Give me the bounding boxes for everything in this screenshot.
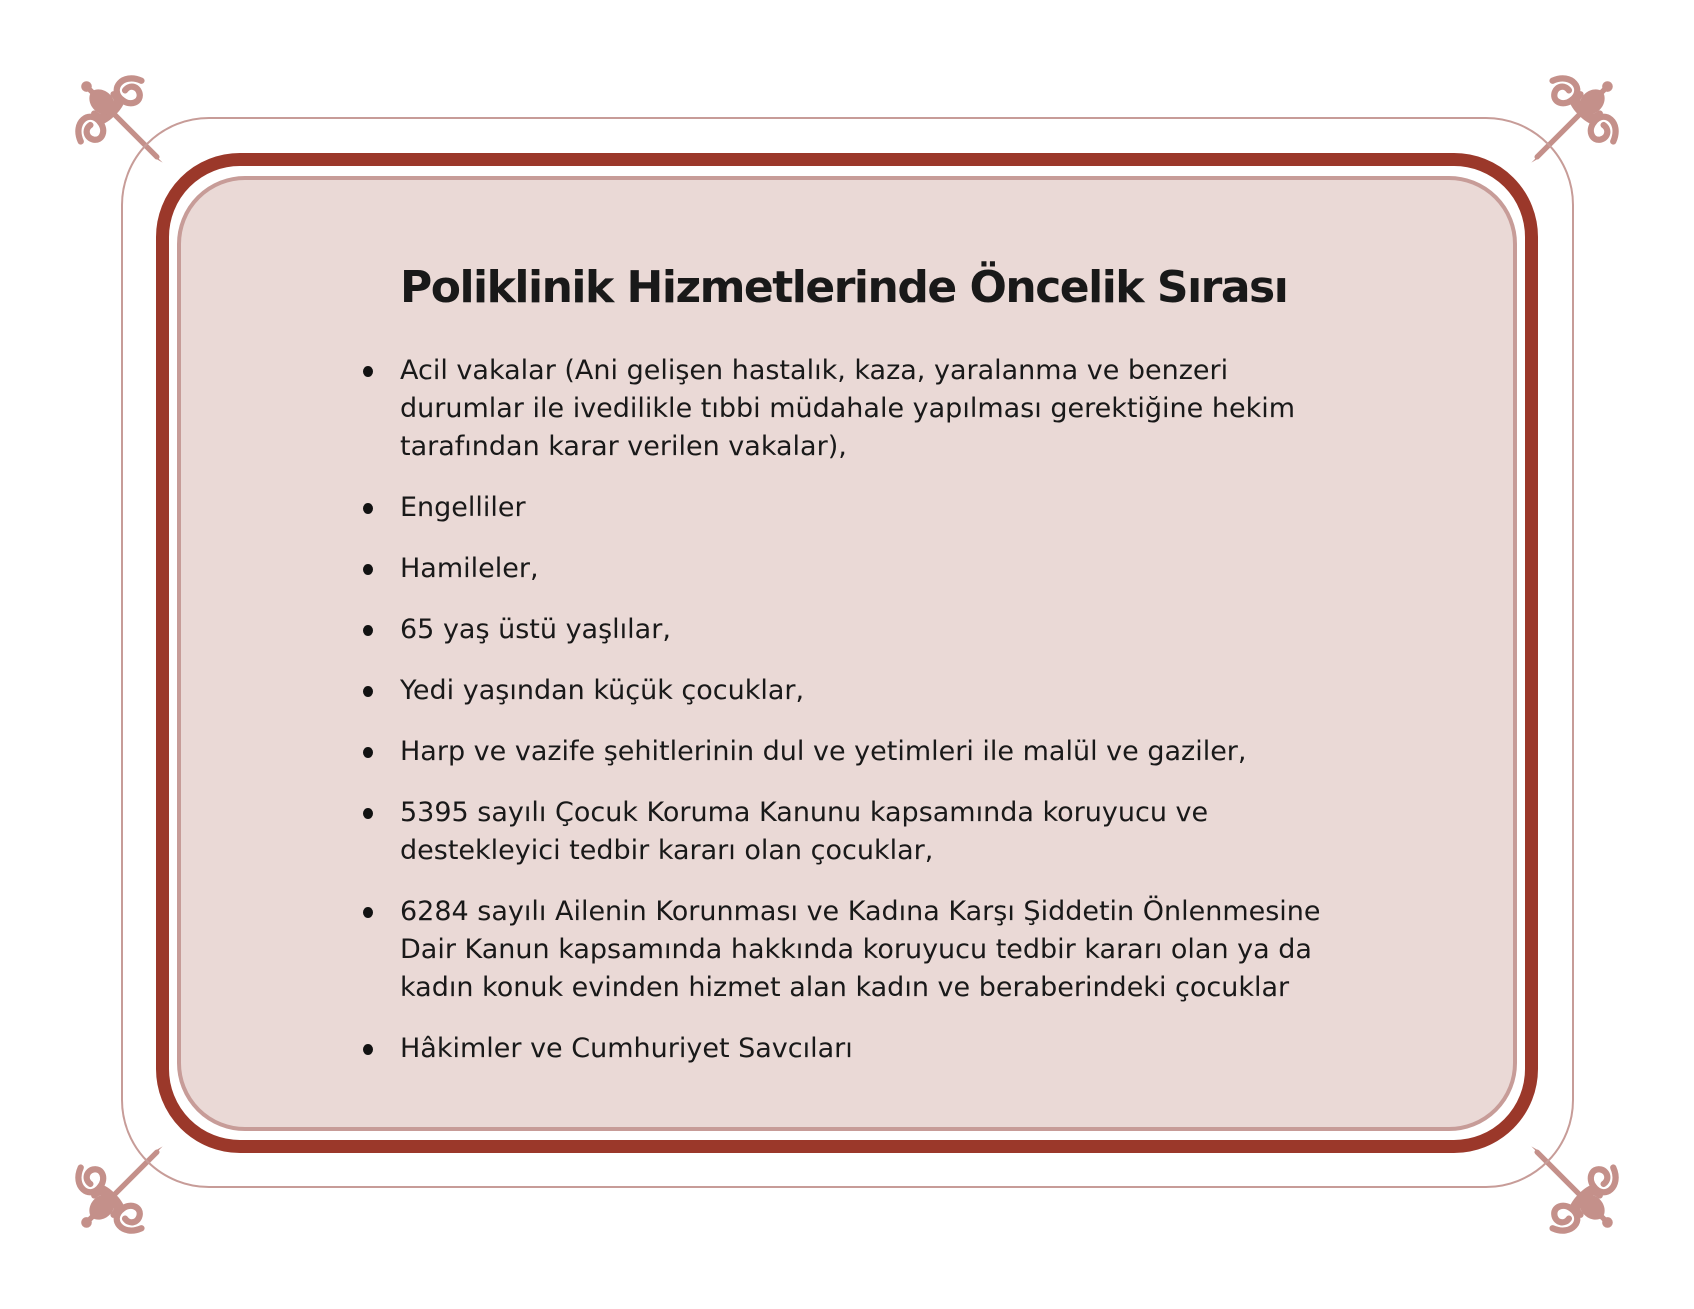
list-item [400,733,1490,771]
page-title: Poliklinik Hizmetlerinde Öncelik Sırası [400,262,1288,313]
priority-list [400,352,1490,1091]
list-item-line: 65 yaş üstü yaşlılar, [400,614,671,645]
list-item-line: destekleyici tedbir kararı olan çocuklar, [400,835,934,866]
list-item-line: Engelliler [400,492,526,523]
list-item [400,611,1490,649]
list-item-line: Hâkimler ve Cumhuriyet Savcıları [400,1033,853,1064]
list-item [400,489,1490,527]
list-item-line: Harp ve vazife şehitlerinin dul ve yetimleri ile malül ve gaziler, [400,736,1247,767]
list-item-line: Hamileler, [400,553,539,584]
list-item [400,352,1490,466]
list-item-line: kadın konuk evinden hizmet alan kadın ve beraberindeki çocuklar [400,972,1290,1003]
list-item-line: Yedi yaşından küçük çocuklar, [400,675,805,706]
list-item-line: 5395 sayılı Çocuk Koruma Kanunu kapsamında koruyucu ve [400,797,1209,828]
list-item-line: tarafından karar verilen vakalar), [400,431,847,462]
list-item [400,550,1490,588]
list-item [400,893,1490,1007]
list-item [400,794,1490,870]
list-item [400,672,1490,710]
list-item-line: Acil vakalar (Ani gelişen hastalık, kaza, yaralanma ve benzeri [400,355,1229,386]
list-item [400,1030,1490,1068]
list-item-line: 6284 sayılı Ailenin Korunması ve Kadına Karşı Şiddetin Önlenmesine [400,896,1321,927]
list-item-line: Dair Kanun kapsamında hakkında koruyucu tedbir kararı olan ya da [400,934,1312,965]
list-item-line: durumlar ile ivedilikle tıbbi müdahale yapılması gerektiğine hekim [400,393,1296,424]
